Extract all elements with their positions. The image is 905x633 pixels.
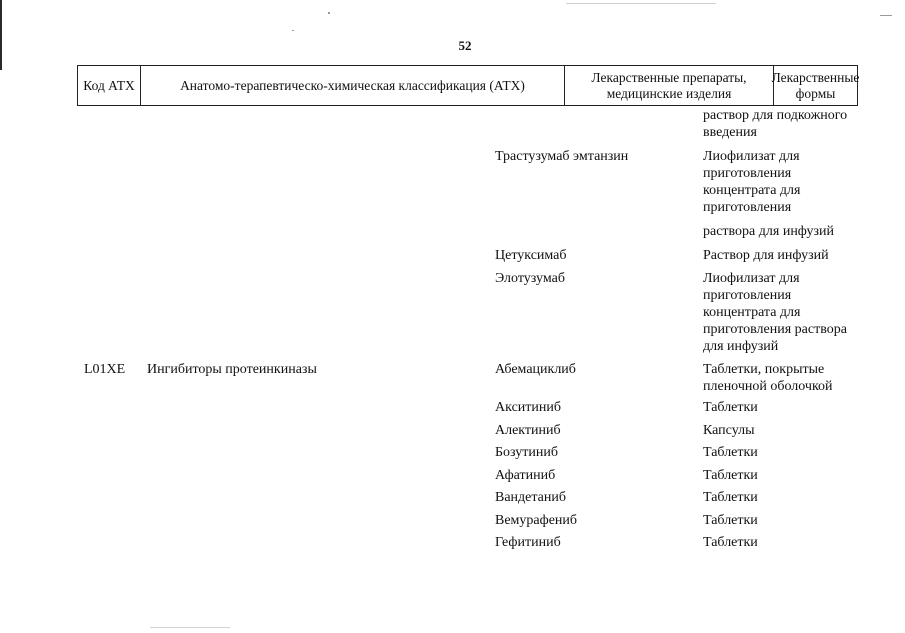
row-drug: Трастузумаб эмтанзин [495, 149, 629, 164]
row-drug: Бозутиниб [495, 445, 558, 460]
scan-speck [150, 627, 230, 628]
row-form: Таблетки [703, 445, 758, 460]
row-form: Таблетки [703, 468, 758, 483]
header-forms: Лекарственные формы [771, 69, 860, 101]
table-header [77, 65, 858, 106]
row-form: Лиофилизат для приготовления концентрата для приготовления раствора для инфузий [703, 271, 847, 354]
scan-speck [880, 15, 892, 16]
row-drug: Цетуксимаб [495, 248, 567, 263]
row-drug: Элотузумаб [495, 271, 565, 286]
row-form: Капсулы [703, 423, 755, 438]
row-form: Таблетки, покрытые пленочной оболочкой [703, 362, 833, 394]
row-form: Раствор для инфузий [703, 248, 829, 263]
row-drug: Афатиниб [495, 468, 556, 483]
header-drugs: Лекарственные препараты, медицинские изделия [565, 66, 774, 105]
row-drug: Гефитиниб [495, 535, 561, 550]
header-code: Код АТХ [78, 66, 141, 105]
scan-speck [292, 30, 294, 31]
row-form: Таблетки [703, 400, 758, 415]
row-form: раствор для подкожного введения [703, 108, 848, 140]
row-drug: Алектиниб [495, 423, 561, 438]
scan-edge-line [0, 0, 2, 70]
row-form: Лиофилизат для приготовления концентрата для приготовления [703, 149, 801, 215]
row-form: раствора для инфузий [703, 224, 835, 239]
scan-speck [566, 3, 716, 4]
row-form: Таблетки [703, 535, 758, 550]
row-drug: Вандетаниб [495, 490, 566, 505]
page-number: 52 [458, 38, 472, 53]
scan-speck [328, 12, 330, 14]
row-form: Таблетки [703, 513, 758, 528]
row-drug: Акситиниб [495, 400, 561, 415]
row-drug: Абемациклиб [495, 362, 576, 377]
row-form: Таблетки [703, 490, 758, 505]
header-classification: Анатомо-терапевтическо-химическая классификация (АТХ) [141, 66, 565, 105]
row-code: L01XE [84, 362, 126, 377]
row-drug: Вемурафениб [495, 513, 578, 528]
row-classification: Ингибиторы протеинкиназы [147, 362, 317, 377]
